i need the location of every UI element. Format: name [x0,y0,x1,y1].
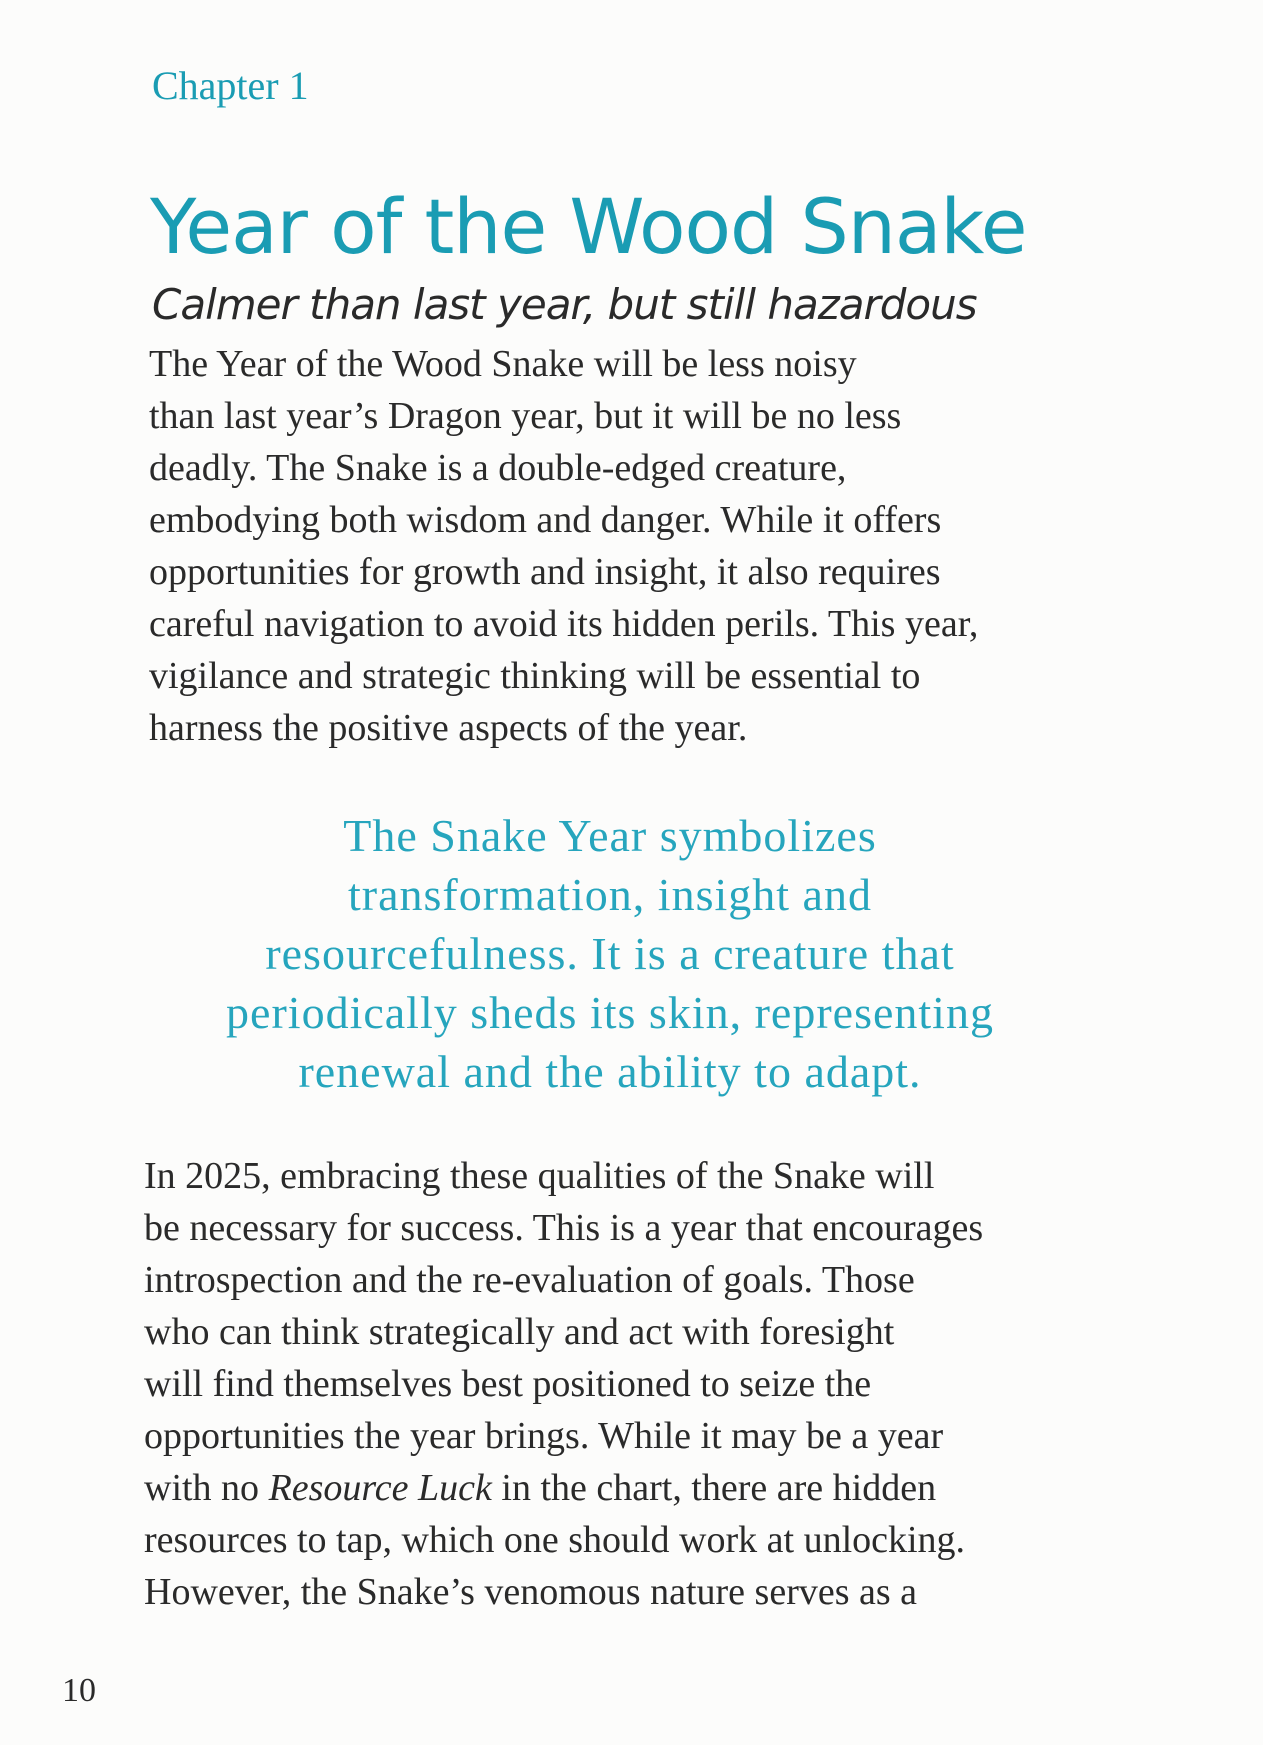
text-line: The Year of the Wood Snake will be less noisy [149,343,857,385]
text-line: In 2025, embracing these qualities of the Snake will [144,1155,935,1197]
text-line: who can think strategically and act with foresight [144,1311,895,1353]
text-fragment: with no [144,1467,269,1509]
quote-line: periodically sheds its skin, representing [226,987,994,1038]
text-line: embodying both wisdom and danger. While it offers [149,499,942,541]
quote-line: resourcefulness. It is a creature that [265,928,955,979]
text-line: introspection and the re-evaluation of goals. Those [144,1259,915,1301]
text-line: However, the Snake’s venomous nature serves as a [144,1571,918,1613]
text-line: harness the positive aspects of the year. [149,707,748,749]
text-line [144,1462,983,1514]
subtitle: Calmer than last year, but still hazardous [152,280,977,329]
text-line: opportunities the year brings. While it may be a year [144,1415,944,1457]
page-number: 10 [62,1672,96,1709]
quote-line: The Snake Year symbolizes [343,810,877,861]
text-line: than last year’s Dragon year, but it will be no less [149,395,902,437]
text-line: will find themselves best positioned to seize the [144,1363,872,1405]
resource-luck-term: Resource Luck [268,1467,492,1509]
intro-paragraph [149,338,978,754]
body-paragraph [144,1150,983,1618]
quote-line: transformation, insight and [348,869,872,920]
text-fragment: in the chart, there are hidden [491,1467,937,1509]
text-line: opportunities for growth and insight, it also requires [149,551,941,593]
page-title: Year of the Wood Snake [150,182,1027,271]
text-line: deadly. The Snake is a double-edged creature, [149,447,847,489]
quote-line: renewal and the ability to adapt. [298,1046,922,1097]
text-line: be necessary for success. This is a year that encourages [144,1207,984,1249]
pull-quote [150,806,1070,1101]
text-line: resources to tap, which one should work at unlocking. [144,1519,966,1561]
text-line: careful navigation to avoid its hidden perils. This year, [149,603,979,645]
text-line: vigilance and strategic thinking will be essential to [149,655,921,697]
chapter-label: Chapter 1 [152,63,309,108]
